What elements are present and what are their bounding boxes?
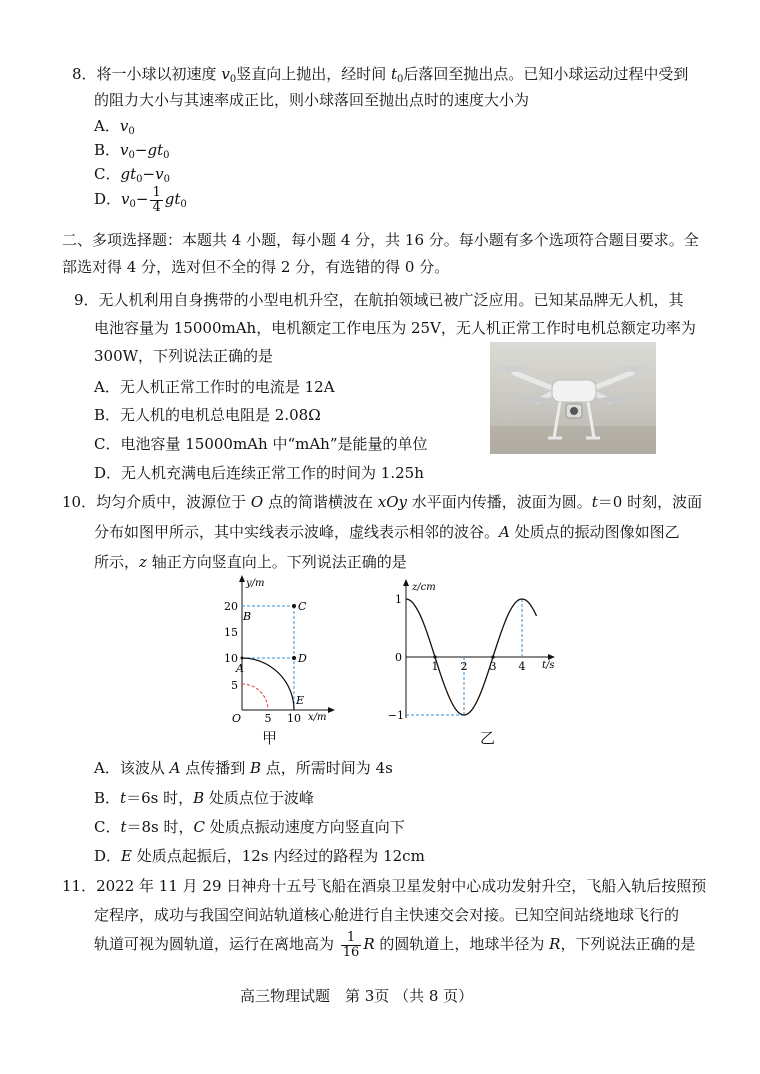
fraction-one-sixteenth: $\frac{1}{16}$: [342, 929, 360, 960]
q10-option-a: A．该波从 A 点传播到 B 点，所需时间为 4s: [94, 759, 393, 777]
q9-stem-line3: 300W，下列说法正确的是: [94, 347, 274, 365]
q9-stem-line1: 9．无人机利用自身携带的小型电机升空，在航拍领域已被广泛应用。已知某品牌无人机，其: [74, 291, 684, 309]
q11-stem-line1: 11．2022 年 11 月 29 日神舟十五号飞船在酒泉卫星发射中心成功发射升空，飞船入轨后按照预: [62, 877, 707, 895]
q8-option-d: D．$v_0-$ $\frac{1}{4}$ $gt_0$: [94, 184, 187, 215]
q8-stem-line2: 的阻力大小与其速率成正比，则小球落回至抛出点时的速度大小为: [94, 91, 530, 109]
label-c: C: [298, 600, 307, 613]
q8-option-a: A．$v_0$: [94, 117, 135, 137]
point-c: [292, 604, 296, 608]
q9-option-a: A．无人机正常工作时的电流是 12A: [94, 378, 335, 396]
z-tick-1: 1: [395, 593, 402, 606]
label-e: E: [296, 694, 305, 707]
z-axis-label: z/cm: [412, 582, 436, 593]
q9-option-d: D．无人机充满电后连续正常工作的时间为 1.25h: [94, 464, 424, 482]
figure-jia: [218, 574, 338, 724]
label-d: D: [298, 652, 307, 665]
origin-zero: 0: [395, 651, 402, 664]
q10-option-d: D．E 处质点起振后，12s 内经过的路程为 12cm: [94, 847, 425, 865]
origin-label: O: [232, 712, 242, 725]
crest-arc: [242, 658, 294, 710]
t-tick-3: 3: [489, 660, 497, 673]
q10-option-c: C．t＝8s 时，C 处质点振动速度方向竖直向下: [94, 818, 405, 836]
q9-stem-line2: 电池容量为 15000mAh，电机额定工作电压为 25V，无人机正常工作时电机总额定功率为: [94, 319, 696, 337]
q8-option-b: B．$v_0-gt_0$: [94, 141, 170, 161]
fraction-one-quarter: $\frac{1}{4}$: [152, 184, 161, 215]
q9-option-c: C．电池容量 15000mAh 中“mAh”是能量的单位: [94, 435, 428, 453]
x-tick-5: 5: [264, 712, 272, 725]
t-axis-label: t/s: [542, 660, 555, 671]
drone-photo: [490, 342, 656, 454]
figure-jia-caption: 甲: [262, 729, 278, 747]
section2-heading-line2: 部选对得 4 分，选对但不全的得 2 分，有选错的得 0 分。: [62, 258, 450, 276]
y-tick-5: 5: [231, 679, 238, 692]
drone-illustration: [490, 342, 656, 454]
t-tick-1: 1: [431, 660, 439, 673]
figure-yi: [387, 578, 562, 724]
page-footer: 高三物理试题 第 3页 （共 8 页）: [240, 987, 474, 1005]
label-a: A: [236, 662, 244, 675]
q10-stem-line2: 分布如图甲所示，其中实线表示波峰，虚线表示相邻的波谷。A 处质点的振动图像如图乙: [94, 523, 680, 541]
section2-heading-line1: 二、多项选择题：本题共 4 小题，每小题 4 分，共 16 分。每小题有多个选项符合题目要求。全: [62, 231, 699, 249]
label-b: B: [243, 610, 252, 623]
t-tick-4: 4: [518, 660, 526, 673]
q8-option-c: C．$gt_0-v_0$: [94, 165, 170, 185]
q8-stem-line1: 8．将一小球以初速度 $v_0$竖直向上抛出，经时间 $t_0$后落回至抛出点。已知小球运动过程中受到: [72, 65, 689, 85]
z-tick-minus1: −1: [387, 709, 404, 722]
x-axis-label: x/m: [308, 712, 327, 723]
point-d: [292, 656, 296, 660]
q10-option-b: B．t＝6s 时，B 处质点位于波峰: [94, 789, 314, 807]
y-tick-15: 15: [224, 626, 238, 639]
trough-arc: [242, 684, 268, 710]
y-tick-20: 20: [224, 600, 238, 613]
q9-option-b: B．无人机的电机总电阻是 2.08Ω: [94, 406, 321, 424]
q10-stem-line1: 10．均匀介质中，波源位于 O 点的简谐横波在 xOy 水平面内传播，波面为圆。t＝0 时刻，波面: [62, 493, 703, 511]
q11-stem-line2: 定程序，成功与我国空间站轨道核心舱进行自主快速交会对接。已知空间站绕地球飞行的: [94, 906, 680, 924]
point-a: [241, 657, 244, 660]
y-axis-label: y/m: [246, 578, 265, 589]
y-tick-10: 10: [224, 652, 238, 665]
figure-yi-caption: 乙: [480, 729, 496, 747]
q11-stem-line3: 轨道可视为圆轨道，运行在离地高为 $\frac{1}{16}$ R 的圆轨道上，地球半径为 R，下列说法正确的是: [94, 929, 696, 960]
q10-stem-line3: 所示，z 轴正方向竖直向上。下列说法正确的是: [94, 553, 407, 571]
t-tick-2: 2: [460, 660, 468, 673]
x-tick-10: 10: [287, 712, 301, 725]
